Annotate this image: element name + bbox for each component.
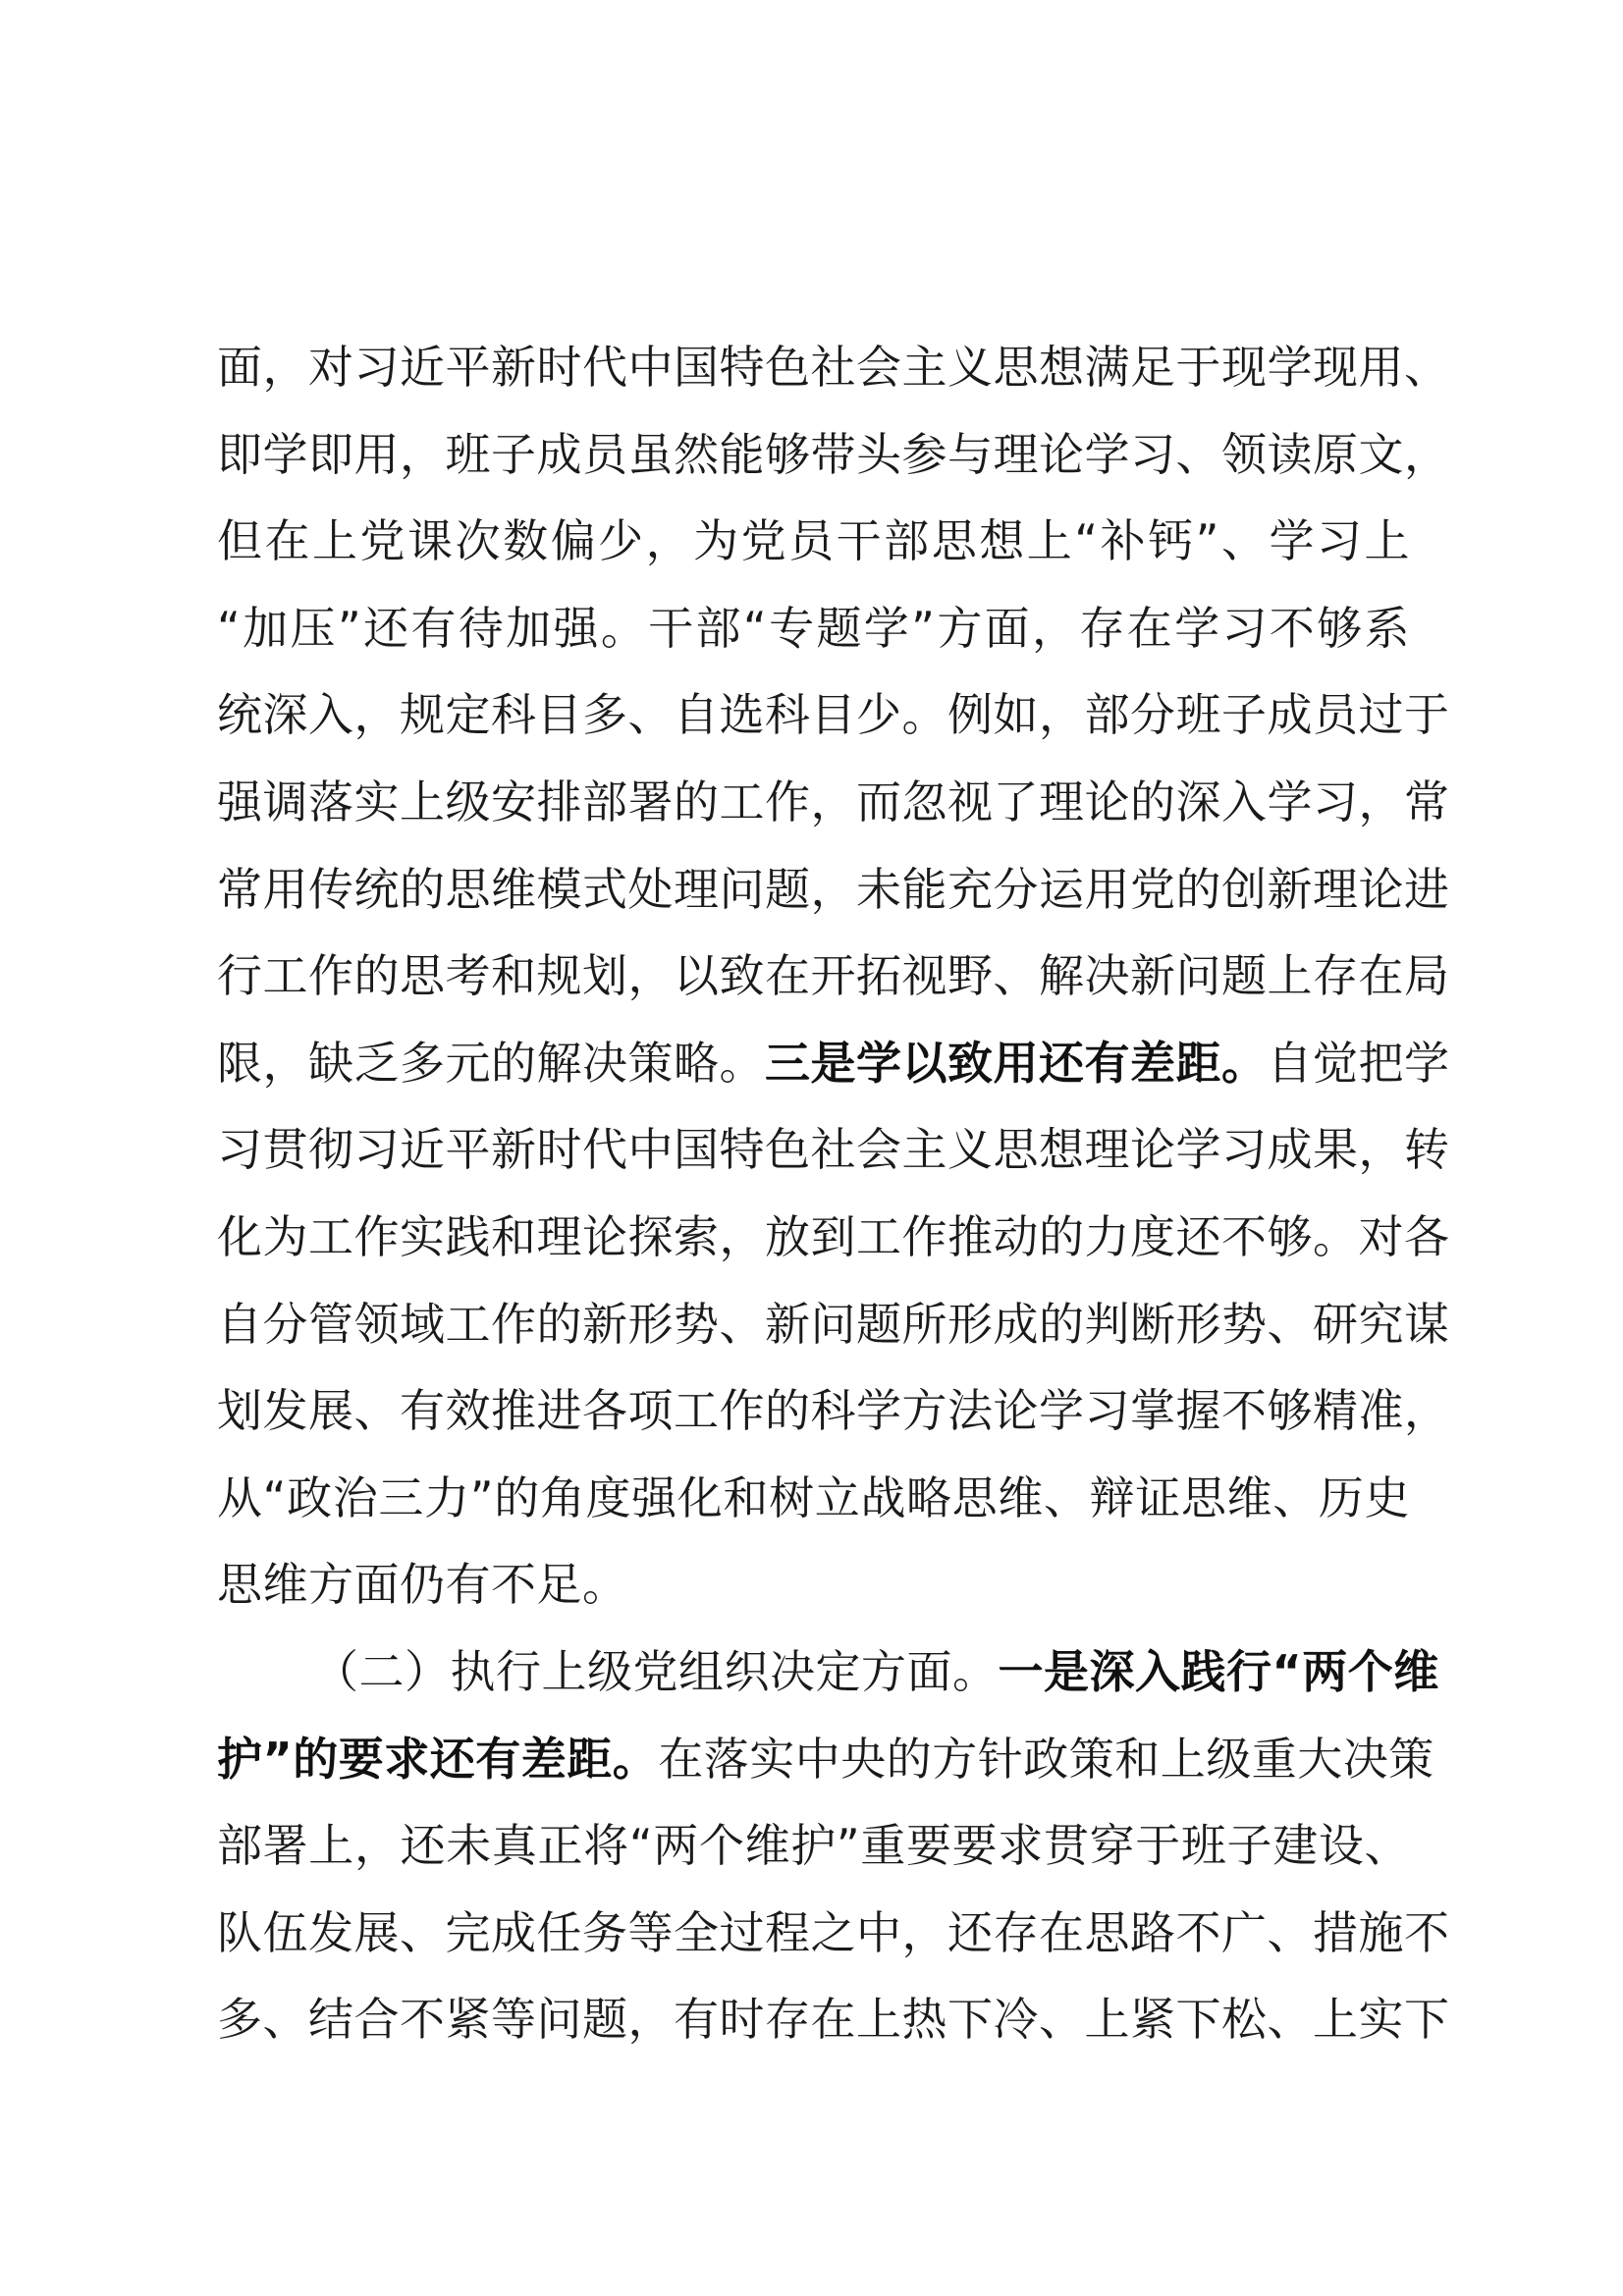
text-line: 化为工作实践和理论探索，放到工作推动的力度还不够。对各 bbox=[217, 1209, 1450, 1263]
text-line: 划发展、有效推进各项工作的科学方法论学习掌握不够精准， bbox=[217, 1384, 1450, 1438]
text-line: 行工作的思考和规划，以致在开拓视野、解决新问题上存在局 bbox=[217, 949, 1450, 1003]
text-line: 即学即用，班子成员虽然能够带头参与理论学习、领读原文， bbox=[217, 427, 1450, 481]
text-line: 限，缺乏多元的解决策略。三是学以致用还有差距。自觉把学 bbox=[217, 1036, 1450, 1090]
text-line: 部署上，还未真正将“两个维护”重要要求贯穿于班子建设、 bbox=[217, 1819, 1410, 1873]
text-line: 统深入，规定科目多、自选科目少。例如，部分班子成员过于 bbox=[217, 688, 1450, 742]
text-line: （二）执行上级党组织决定方面。一是深入践行“两个维 bbox=[313, 1644, 1439, 1698]
text-line: 强调落实上级安排部署的工作，而忽视了理论的深入学习，常 bbox=[217, 774, 1450, 828]
text-line: 常用传统的思维模式处理问题，未能充分运用党的创新理论进 bbox=[217, 862, 1450, 916]
text-line: 护”的要求还有差距。在落实中央的方针政策和上级重大决策 bbox=[217, 1732, 1434, 1786]
bold-heading: 一是深入践行“两个维 bbox=[998, 1644, 1439, 1698]
text-line: 面，对习近平新时代中国特色社会主义思想满足于现学现用、 bbox=[217, 341, 1450, 394]
body-text bbox=[217, 324, 1450, 2063]
text-line: 从“政治三力”的角度强化和树立战略思维、辩证思维、历史 bbox=[217, 1470, 1410, 1524]
text-line: 习贯彻习近平新时代中国特色社会主义思想理论学习成果，转 bbox=[217, 1123, 1450, 1177]
bold-heading: 护”的要求还有差距。 bbox=[217, 1732, 659, 1786]
bold-heading: 三是学以致用还有差距。 bbox=[765, 1036, 1268, 1090]
text-line: 多、结合不紧等问题，有时存在上热下冷、上紧下松、上实下 bbox=[217, 1993, 1450, 2047]
text-line: 队伍发展、完成任务等全过程之中，还存在思路不广、措施不 bbox=[217, 1905, 1450, 1959]
text-line: “加压”还有待加强。干部“专题学”方面，存在学习不够系 bbox=[217, 601, 1410, 655]
text-line: 自分管领域工作的新形势、新问题所形成的判断形势、研究谋 bbox=[217, 1297, 1450, 1351]
text-line: 但在上党课次数偏少，为党员干部思想上“补钙”、学习上 bbox=[217, 514, 1410, 568]
text-line: 思维方面仍有不足。 bbox=[217, 1558, 628, 1612]
